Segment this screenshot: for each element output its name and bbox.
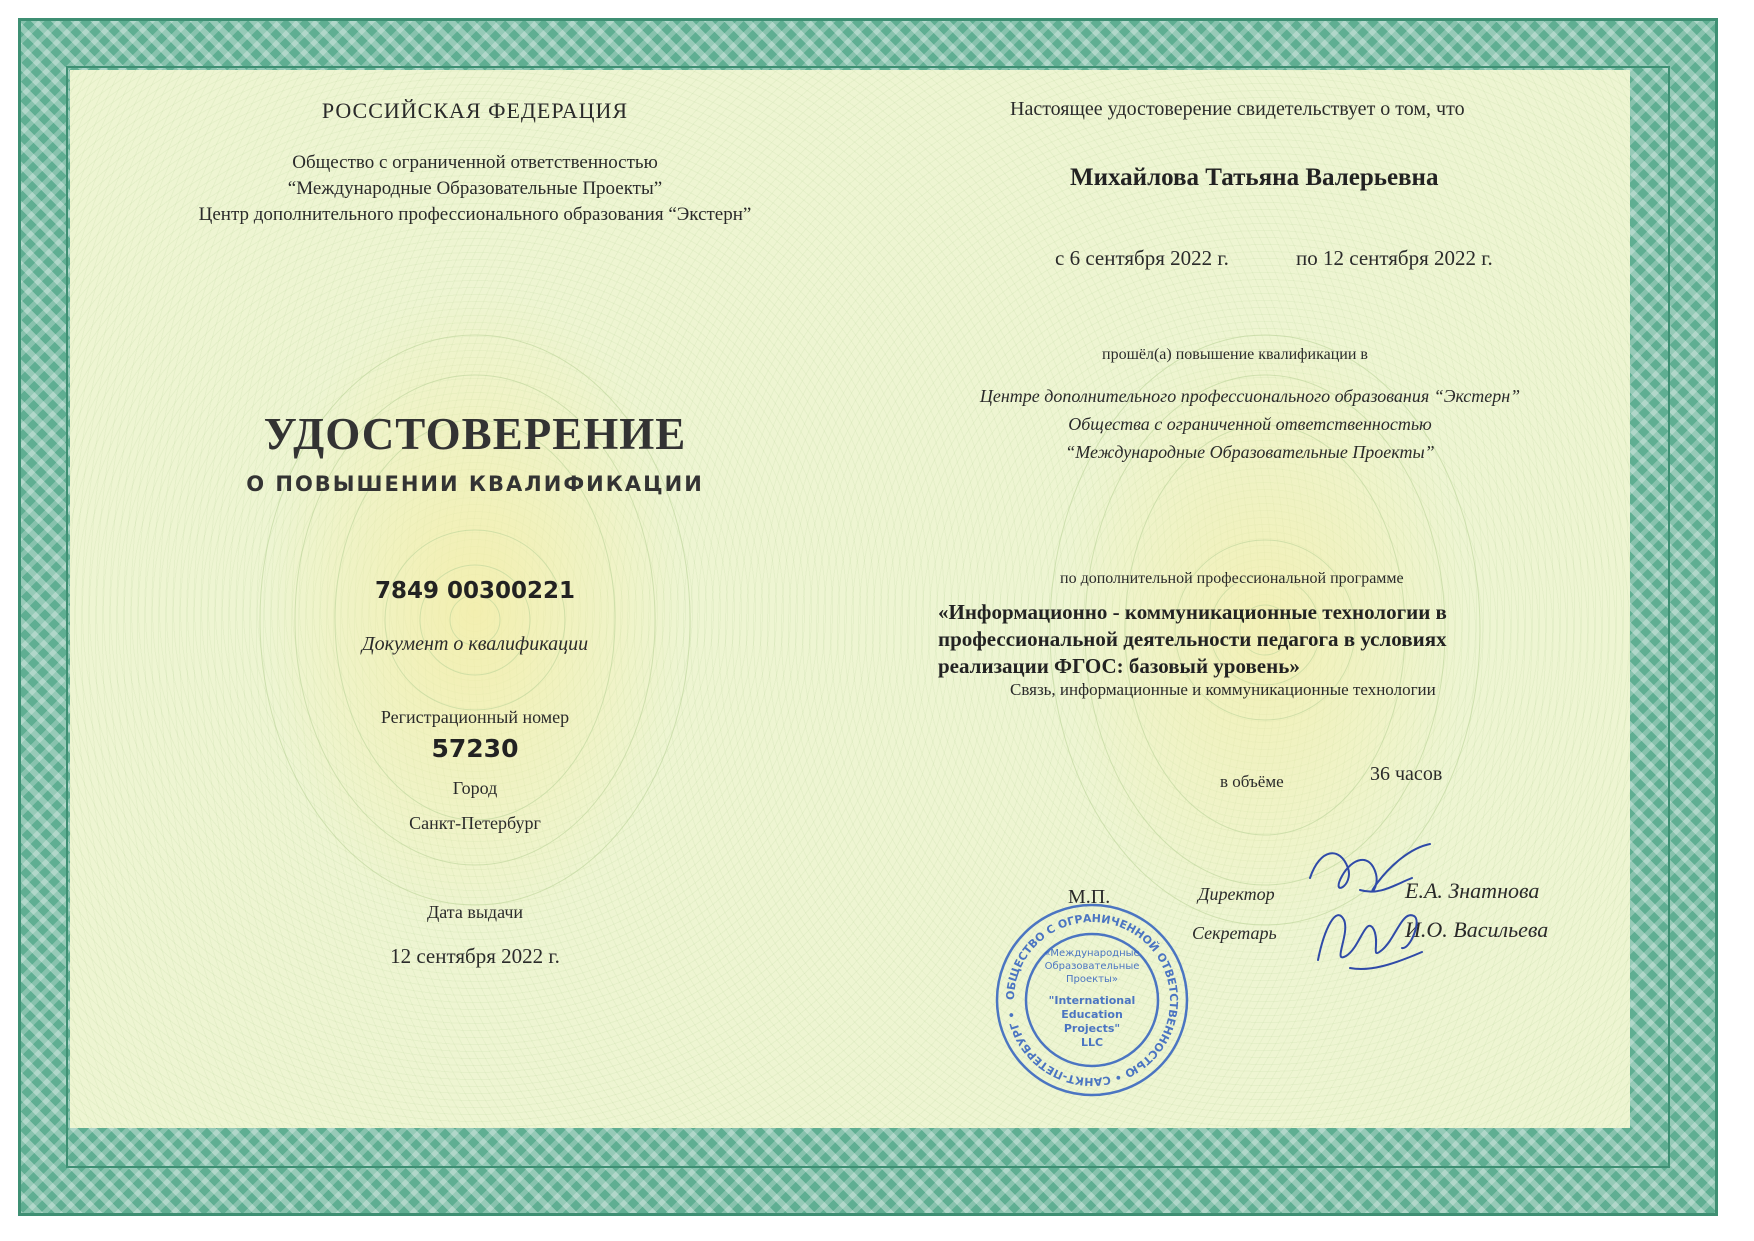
org-line-1: Общество с ограниченной ответственностью [292, 152, 658, 173]
seal-ring-text: ОБЩЕСТВО С ОГРАНИЧЕННОЙ ОТВЕТСТВЕННОСТЬЮ • САНКТ-ПЕТЕРБУРГ • [1003, 911, 1181, 1089]
city-label: Город [452, 778, 498, 798]
org-line-3: Центр дополнительного профессионального образования “Экстерн” [198, 204, 752, 225]
issue-date: 12 сентября 2022 г. [390, 944, 560, 968]
seal-inner-ru-2: Образовательные [1044, 961, 1140, 972]
recipient-name: Михайлова Татьяна Валерьевна [1070, 164, 1439, 191]
program-title-line-3: реализации ФГОС: базовый уровень» [938, 654, 1300, 678]
secretary-name: И.О. Васильева [1405, 917, 1549, 942]
country-heading: РОССИЙСКАЯ ФЕДЕРАЦИЯ [321, 98, 629, 123]
secretary-signature [1310, 890, 1430, 980]
seal-inner-ru-1: «Международные [1044, 948, 1140, 959]
city-value: Санкт-Петербург [409, 813, 541, 833]
program-title-line-1: «Информационно - коммуникационные технологии в [938, 600, 1447, 624]
seal-inner-en-3: Projects" [1063, 1022, 1121, 1035]
mp-mark: М.П. [1068, 886, 1111, 908]
seal-inner-en-2: Education [1061, 1008, 1123, 1021]
secretary-label: Секретарь [1192, 923, 1277, 943]
institution-line-1: Центре дополнительного профессионального образования “Экстерн” [979, 386, 1521, 406]
date-from: с 6 сентября 2022 г. [1055, 246, 1229, 270]
program-label: по дополнительной профессиональной программе [1060, 570, 1404, 587]
volume-value: 36 часов [1370, 763, 1443, 785]
document-title: УДОСТОВЕРЕНИЕ [263, 409, 687, 459]
seal-inner-en-4: LLC [1080, 1036, 1104, 1049]
director-label: Директор [1198, 884, 1275, 904]
registration-number: 57230 [431, 734, 519, 763]
seal-inner-ru-3: Проекты» [1065, 974, 1119, 985]
intro-text: Настоящее удостоверение свидетельствует о том, что [1010, 98, 1465, 120]
document-number: 7849 00300221 [374, 578, 576, 604]
program-field: Связь, информационные и коммуникационные технологии [1010, 680, 1436, 699]
seal-inner-en-1: "International [1048, 994, 1136, 1007]
org-line-2: “Международные Образовательные Проекты” [287, 178, 663, 199]
registration-label: Регистрационный номер [380, 707, 570, 727]
document-type: Документ о квалификации [361, 633, 589, 655]
director-name: Е.А. Знатнова [1405, 878, 1540, 903]
company-seal [992, 900, 1192, 1100]
date-to: по 12 сентября 2022 г. [1296, 246, 1493, 270]
volume-label: в объёме [1220, 772, 1284, 791]
program-title-line-2: профессиональной деятельности педагога в условиях [938, 627, 1447, 651]
institution-line-2: Общества с ограниченной ответственностью [1068, 414, 1432, 434]
passed-text: прошёл(а) повышение квалификации в [1102, 346, 1368, 363]
institution-line-3: “Международные Образовательные Проекты” [1065, 442, 1435, 462]
issue-date-label: Дата выдачи [426, 902, 524, 922]
document-subtitle: О ПОВЫШЕНИИ КВАЛИФИКАЦИИ [246, 472, 704, 496]
